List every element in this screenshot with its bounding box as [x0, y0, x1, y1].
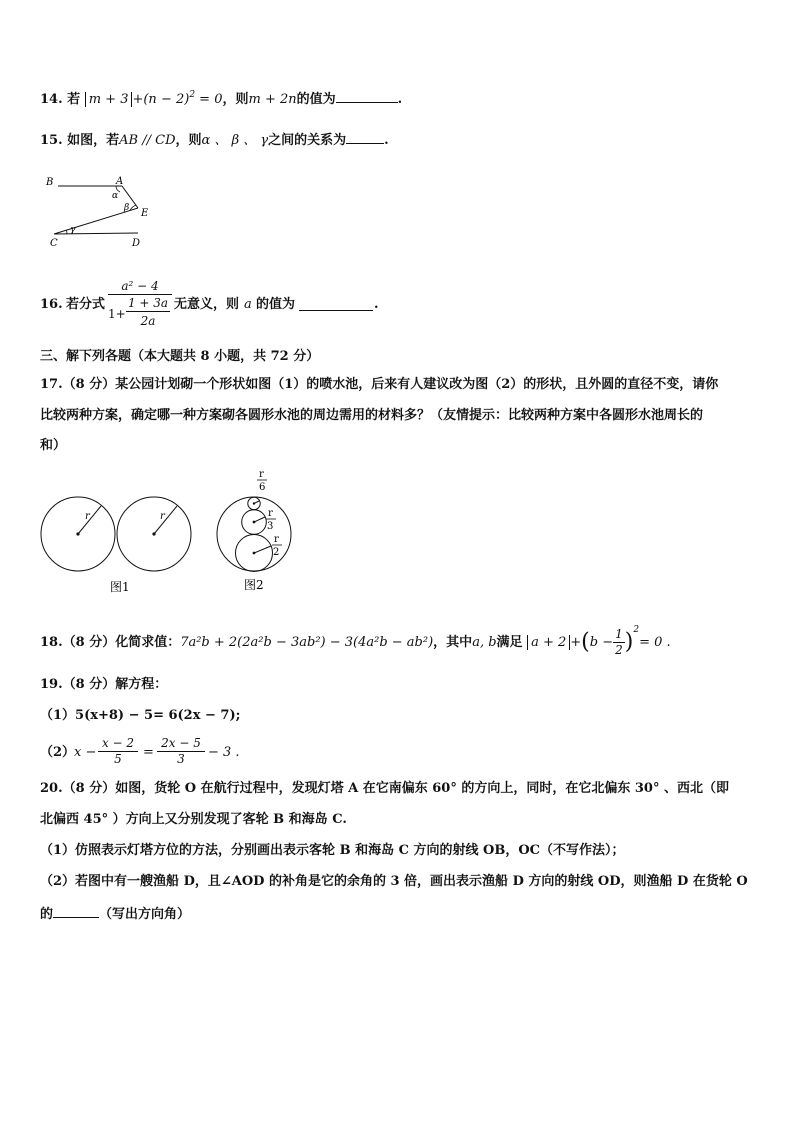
- question-text: （写出方向角）: [99, 907, 191, 922]
- answer-blank[interactable]: [336, 90, 398, 103]
- equation-1: （1）5(x+8) − 5= 6(2x − 7);: [40, 708, 241, 723]
- question-text: 的: [40, 907, 54, 922]
- section-heading: 三、解下列各题（本大题共 8 小题，共 72 分）: [40, 349, 320, 364]
- radius-label-left: r: [85, 511, 90, 522]
- figure-1-two-circles: [38, 494, 196, 596]
- label-r2-den: 2: [273, 547, 280, 558]
- question-17-line-1: 17.（8 分）某公园计划砌一个形状如图（1）的喷水池，后来有人建议改为图（2）的形状，且外圆的直径不变，请你: [40, 377, 719, 392]
- question-15: [40, 131, 389, 149]
- square-term: +(n − 2): [132, 92, 190, 107]
- absolute-value: m + 3: [85, 92, 133, 107]
- question-18: [40, 627, 671, 658]
- radius-third: [254, 517, 265, 522]
- inner-denominator: 2a: [140, 314, 156, 328]
- fraction-half: [613, 627, 625, 658]
- plus-sign: +: [570, 635, 582, 650]
- expression: 7a²b + 2(2a²b − 3ab²) − 3(4a²b − ab²): [180, 635, 434, 650]
- question-20-line-1: 20.（8 分）如图，货轮 O 在航行过程中，发现灯塔 A 在它南偏东 60° 的方向上，同时，在它北偏东 30° 、西北（即: [40, 781, 729, 796]
- minus-three: − 3 .: [208, 745, 240, 760]
- question-text: 的值为: [256, 297, 296, 312]
- answer-blank[interactable]: [346, 131, 384, 144]
- absolute-value: a + 2: [527, 635, 570, 650]
- equals-zero: = 0 .: [639, 635, 671, 650]
- figure-2-nested-circles: [210, 466, 308, 596]
- variables: a, b: [472, 635, 497, 650]
- question-number: 16.: [40, 297, 63, 312]
- exponent: 2: [189, 90, 196, 100]
- radius-sixth: [254, 501, 259, 504]
- question-19-heading: 19.（8 分）解方程：: [40, 677, 168, 692]
- fraction-2-num: 2x − 5: [157, 736, 205, 752]
- answer-blank[interactable]: [299, 298, 373, 311]
- fraction-denominator: [108, 295, 172, 331]
- label-c: C: [50, 238, 58, 249]
- radius-label-right: r: [160, 511, 165, 522]
- question-number: 14.: [40, 92, 63, 107]
- question-17-line-3: 和）: [40, 438, 67, 453]
- question-text: ，则: [175, 133, 202, 148]
- question-text: 满足: [496, 635, 523, 650]
- period: .: [397, 92, 403, 107]
- period: .: [384, 133, 389, 148]
- parallel-relation: AB // CD: [119, 133, 176, 148]
- angle-list: α 、 β 、 γ: [201, 133, 269, 148]
- equals-zero: = 0: [195, 92, 223, 107]
- label-gamma: γ: [70, 225, 76, 235]
- part-label: （2）: [40, 745, 76, 760]
- complex-fraction: [108, 278, 172, 331]
- period: .: [374, 297, 379, 312]
- fraction-2-den: 3: [177, 752, 185, 766]
- question-text: 若: [67, 92, 81, 107]
- label-r6-den: 6: [259, 482, 266, 493]
- question-text: 的值为: [296, 92, 336, 107]
- question-17-line-2: 比较两种方案，确定哪一种方案砌各圆形水池的周边需用的材料多？（友情提示：比较两种方案中各圆形水池周长的: [40, 408, 704, 423]
- question-text: 若分式: [66, 297, 106, 312]
- fraction-1-den: 5: [114, 752, 122, 766]
- question-20-line-2: 北偏西 45° ）方向上又分别发现了客轮 B 和海岛 C.: [40, 812, 347, 827]
- one-plus: 1+: [108, 307, 126, 321]
- x-minus: x −: [74, 745, 97, 760]
- question-20-part-2: （2）若图中有一艘渔船 D，且∠AOD 的补角是它的余角的 3 倍，画出表示渔船 D 方向的射线 OD，则渔船 D 在货轮 O: [40, 874, 748, 889]
- right-paren: ): [624, 629, 634, 655]
- equals-sign: =: [143, 745, 154, 760]
- figure-1-caption: 图1: [110, 580, 130, 594]
- inner-numerator: 1 + 3a: [127, 296, 169, 310]
- label-alpha: α: [112, 191, 119, 201]
- label-beta: β: [124, 203, 130, 213]
- question-number: 15.: [40, 133, 63, 148]
- question-text: 如图，若: [67, 133, 120, 148]
- label-b: B: [46, 177, 54, 188]
- parallel-lines-figure: [40, 172, 150, 250]
- b-minus: b −: [589, 635, 614, 650]
- half-numerator: 1: [615, 627, 623, 641]
- answer-blank[interactable]: [53, 905, 99, 918]
- radius-right: [154, 506, 177, 534]
- half-denominator: 2: [615, 643, 623, 657]
- fraction-numerator: a² − 4: [108, 278, 172, 295]
- variable-a: a: [244, 297, 252, 312]
- radius-half: [254, 546, 271, 553]
- left-paren: (: [581, 629, 590, 655]
- question-20-line-5: [40, 905, 190, 923]
- exponent: 2: [633, 625, 640, 635]
- label-a: A: [116, 176, 124, 187]
- question-text: ，其中: [433, 635, 473, 650]
- fraction-1: [98, 736, 138, 767]
- figure-2-caption: 图2: [244, 578, 264, 592]
- question-text: 无意义，则: [174, 297, 240, 312]
- question-20-part-1: （1）仿照表示灯塔方位的方法，分别画出表示客轮 B 和海岛 C 方向的射线 OB，OC（不写作法）；: [40, 843, 625, 858]
- label-r3-den: 3: [267, 521, 274, 532]
- label-r3-num: r: [268, 508, 273, 519]
- fraction-1-num: x − 2: [98, 736, 138, 752]
- target-expression: m + 2n: [248, 92, 297, 107]
- question-heading: 18.（8 分）化简求值：: [40, 635, 181, 650]
- label-r2-num: r: [274, 534, 279, 545]
- label-e: E: [141, 208, 149, 219]
- question-text: 之间的关系为: [268, 133, 347, 148]
- label-d: D: [132, 238, 141, 249]
- question-14: [40, 90, 402, 109]
- fraction-2: [157, 736, 205, 767]
- question-text: ，则: [222, 92, 249, 107]
- label-r6-num: r: [259, 469, 264, 480]
